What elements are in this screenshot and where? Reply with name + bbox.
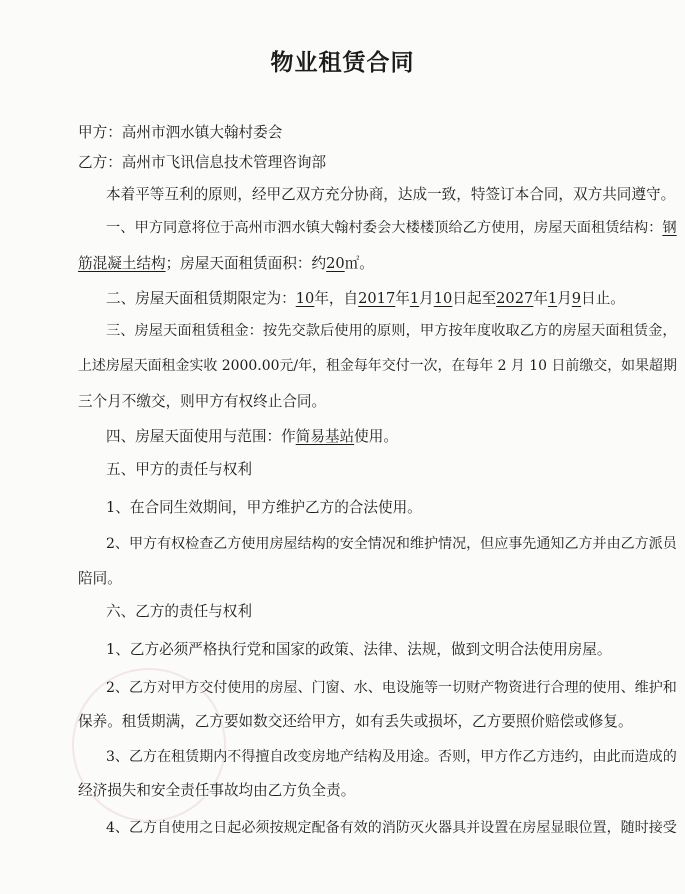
clause-6-item-3-line-1: 3、乙方在租赁期内不得擅自改变房地产结构及用途。否则，甲方作乙方违约，由此而造成的 [106,749,677,765]
clause-5-item-2-line-2: 陪同。 [78,570,122,587]
clause-6-item-2-line-1: 2、乙方对甲方交付使用的房屋、门窗、水、电设施等一切财产物资进行合理的使用、维护和 [106,680,677,696]
clause-2-text: 二、房屋天面租赁期限定为： [106,290,296,307]
clause-2-text-g: 月 [557,290,572,307]
clause-6-item-2-line-2: 保养。租赁期满，乙方要如数交还给甲方，如有丢失或损坏，乙方要照价赔偿或修复。 [78,713,633,730]
clause-1-area-text: ；房屋天面租赁面积：约 [165,255,327,272]
end-year: 2027 [496,290,534,307]
party-b-line [78,153,326,173]
clause-6-item-3-line-2: 经济损失和安全责任事故均由乙方负全责。 [78,782,356,799]
clause-1-text: 一、甲方同意将位于高州市泗水镇大翰村委会大楼楼顶给乙方使用，房屋天面租赁结构： [106,220,663,236]
clause-6-item-1: 1、乙方必须严格执行党和国家的政策、法律、法规，做到文明合法使用房屋。 [106,641,612,658]
clause-2-line [106,289,625,309]
clause-5-item-1: 1、在合同生效期间，甲方维护乙方的合法使用。 [106,499,422,516]
end-day: 9 [571,290,582,307]
clause-4-text: 四、房屋天面使用与范围：作 [106,428,296,445]
clause-2-text-c: 年 [395,290,410,307]
clause-1-line-1 [106,218,677,238]
party-a-label: 甲方： [78,124,122,141]
clause-1-line-2 [78,254,374,274]
clause-4-usage: 简易基站 [295,428,355,445]
clause-1-area-unit: ㎡。 [344,255,374,272]
clause-6-item-4-line-1: 4、乙方自使用之日起必须按规定配备有效的消防灭火器具并设置在房屋显眼位置，随时接受 [106,820,677,836]
clause-5-title: 五、甲方的责任与权利 [106,461,252,478]
clause-5-item-2-line-1: 2、甲方有权检查乙方使用房屋结构的安全情况和维护情况，但应事先通知乙方并由乙方派员 [106,536,677,552]
party-b-name: 高州市飞讯信息技术管理咨询部 [121,154,327,171]
party-a-line [78,123,282,143]
clause-4-text-b: 使用。 [354,428,398,445]
clause-4-line [106,427,398,447]
clause-6-title: 六、乙方的责任与权利 [106,603,252,620]
start-month: 1 [409,290,420,307]
lease-years: 10 [295,290,315,307]
clause-2-text-h: 日止。 [581,290,625,307]
clause-3-line-1: 三、房屋天面租赁租金：按先交款后使用的原则，甲方按年度收取乙方的房屋天面租赁金， [106,323,677,339]
clause-1-structure-end: 筋混凝土结构 [78,255,166,272]
end-month: 1 [547,290,558,307]
intro-paragraph: 本着平等互利的原则，经甲乙双方充分协商，达成一致，特签订本合同，双方共同遵守。 [106,186,676,203]
clause-2-text-f: 年 [533,290,548,307]
clause-3-line-3: 三个月不缴交，则甲方有权终止合同。 [78,393,327,410]
clause-2-text-e: 日起至 [452,290,497,307]
start-day: 10 [433,290,453,307]
clause-2-text-d: 月 [419,290,434,307]
clause-3-line-2: 上述房屋天面租金实收 2000.00元/年，租金每年交付一次，在每年 2 月 10 日前缴交，如果超期 [78,358,677,374]
document-title: 物业租赁合同 [270,49,415,76]
clause-1-structure-start: 钢 [662,220,677,236]
party-b-label: 乙方： [78,154,122,171]
clause-1-area-value: 20 [326,255,345,272]
start-year: 2017 [358,290,396,307]
party-a-name: 高州市泗水镇大翰村委会 [121,124,283,141]
clause-2-text-b: 年，自 [314,290,359,307]
